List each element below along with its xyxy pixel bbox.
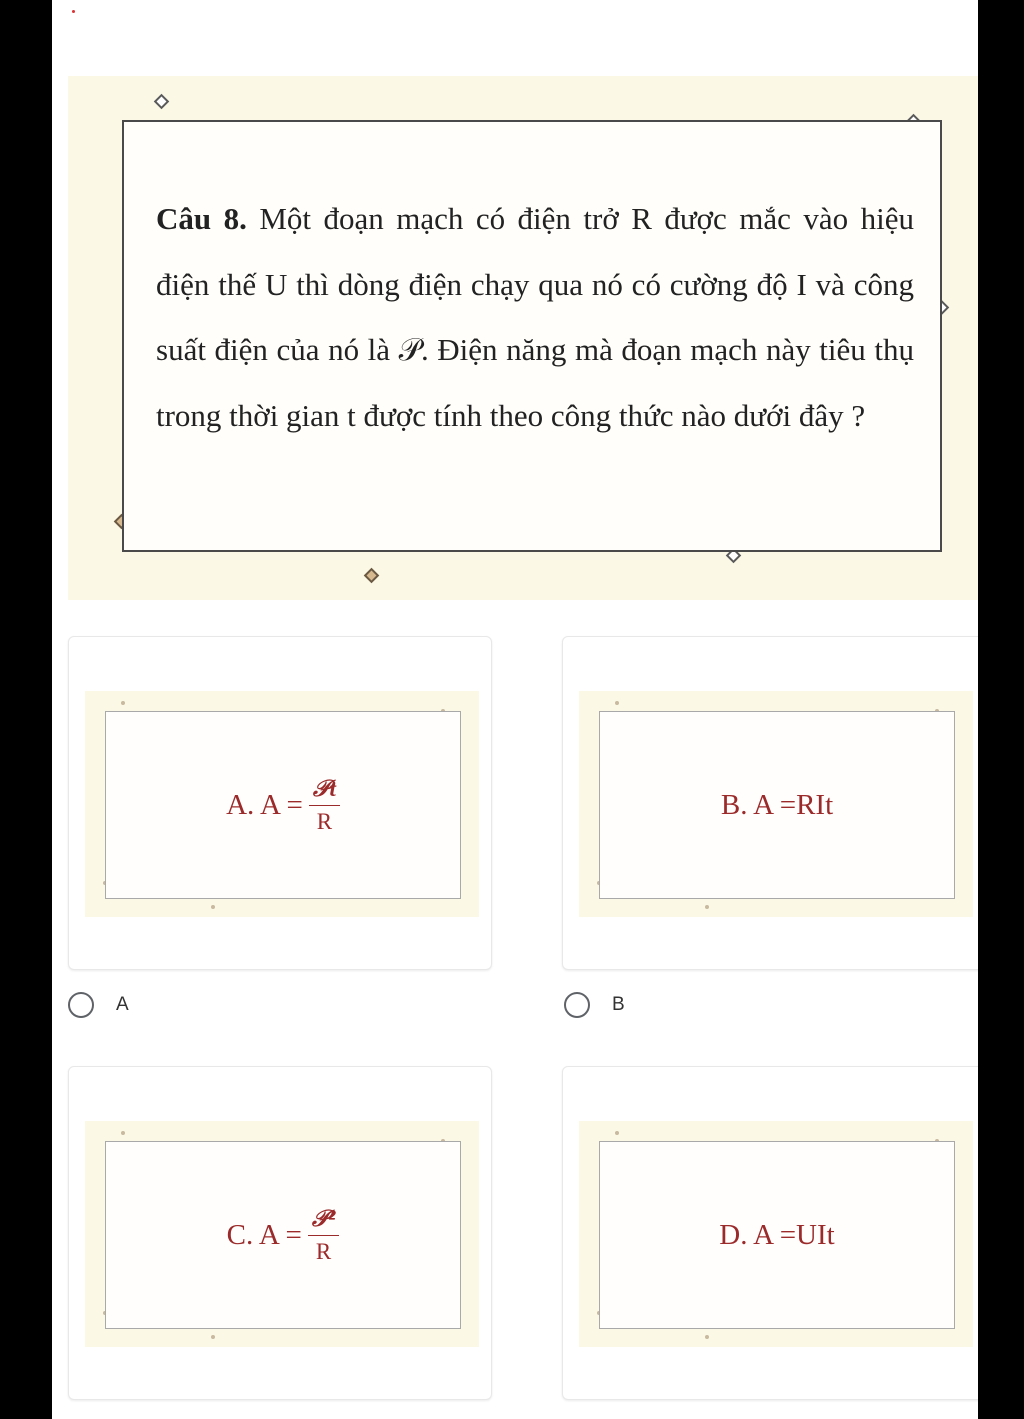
handle-dot-icon: [211, 1335, 215, 1339]
formula-prefix: C. A =: [226, 1218, 302, 1251]
question-panel: [68, 76, 978, 600]
diamond-handle-icon: [364, 568, 380, 584]
radio-button-b[interactable]: [564, 992, 590, 1018]
option-box: [105, 1141, 461, 1329]
option-box: [599, 1141, 955, 1329]
question-text: [156, 186, 914, 448]
radio-label-a: A: [116, 994, 129, 1015]
handle-dot-icon: [705, 905, 709, 909]
question-box: [122, 120, 942, 552]
diamond-handle-icon: [154, 94, 170, 110]
radio-option-a[interactable]: [68, 992, 129, 1018]
option-card-b[interactable]: [562, 636, 978, 970]
formula-text: D. A =UIt: [719, 1218, 835, 1251]
formula-b: [600, 712, 954, 898]
fraction-numerator: 𝒫²: [308, 1205, 339, 1236]
handle-dot-icon: [121, 701, 125, 705]
formula-c: [106, 1142, 460, 1328]
option-frame: [85, 691, 479, 917]
fraction-numerator: 𝒫t: [309, 775, 340, 806]
option-frame: [579, 1121, 973, 1347]
handle-dot-icon: [615, 701, 619, 705]
radio-label-b: B: [612, 994, 625, 1015]
option-box: [599, 711, 955, 899]
red-dot-marker: [72, 10, 75, 13]
formula-prefix: A. A =: [226, 788, 303, 821]
handle-dot-icon: [121, 1131, 125, 1135]
question-number: Câu 8.: [156, 201, 247, 236]
radio-button-a[interactable]: [68, 992, 94, 1018]
formula-a: [106, 712, 460, 898]
option-frame: [579, 691, 973, 917]
formula-d: [600, 1142, 954, 1328]
fraction-denominator: R: [315, 1238, 332, 1264]
fraction-denominator: R: [316, 808, 333, 834]
option-card-a[interactable]: [68, 636, 492, 970]
formula-text: B. A =RIt: [720, 788, 834, 821]
quiz-page: [52, 0, 978, 1419]
handle-dot-icon: [211, 905, 215, 909]
fraction: [308, 1205, 339, 1265]
handle-dot-icon: [705, 1335, 709, 1339]
option-box: [105, 711, 461, 899]
option-card-c[interactable]: [68, 1066, 492, 1400]
option-frame: [85, 1121, 479, 1347]
radio-option-b[interactable]: [564, 992, 625, 1018]
handle-dot-icon: [615, 1131, 619, 1135]
option-card-d[interactable]: [562, 1066, 978, 1400]
question-body: Một đoạn mạch có điện trở R được mắc vào hiệu điện thế U thì dòng điện chạy qua nó có cường độ I và công suất điện của nó là 𝒫. Điện năng mà đoạn mạch này tiêu thụ trong thời gian t được tính theo công thức nào dưới đây ?: [156, 201, 914, 433]
fraction: [309, 775, 340, 835]
